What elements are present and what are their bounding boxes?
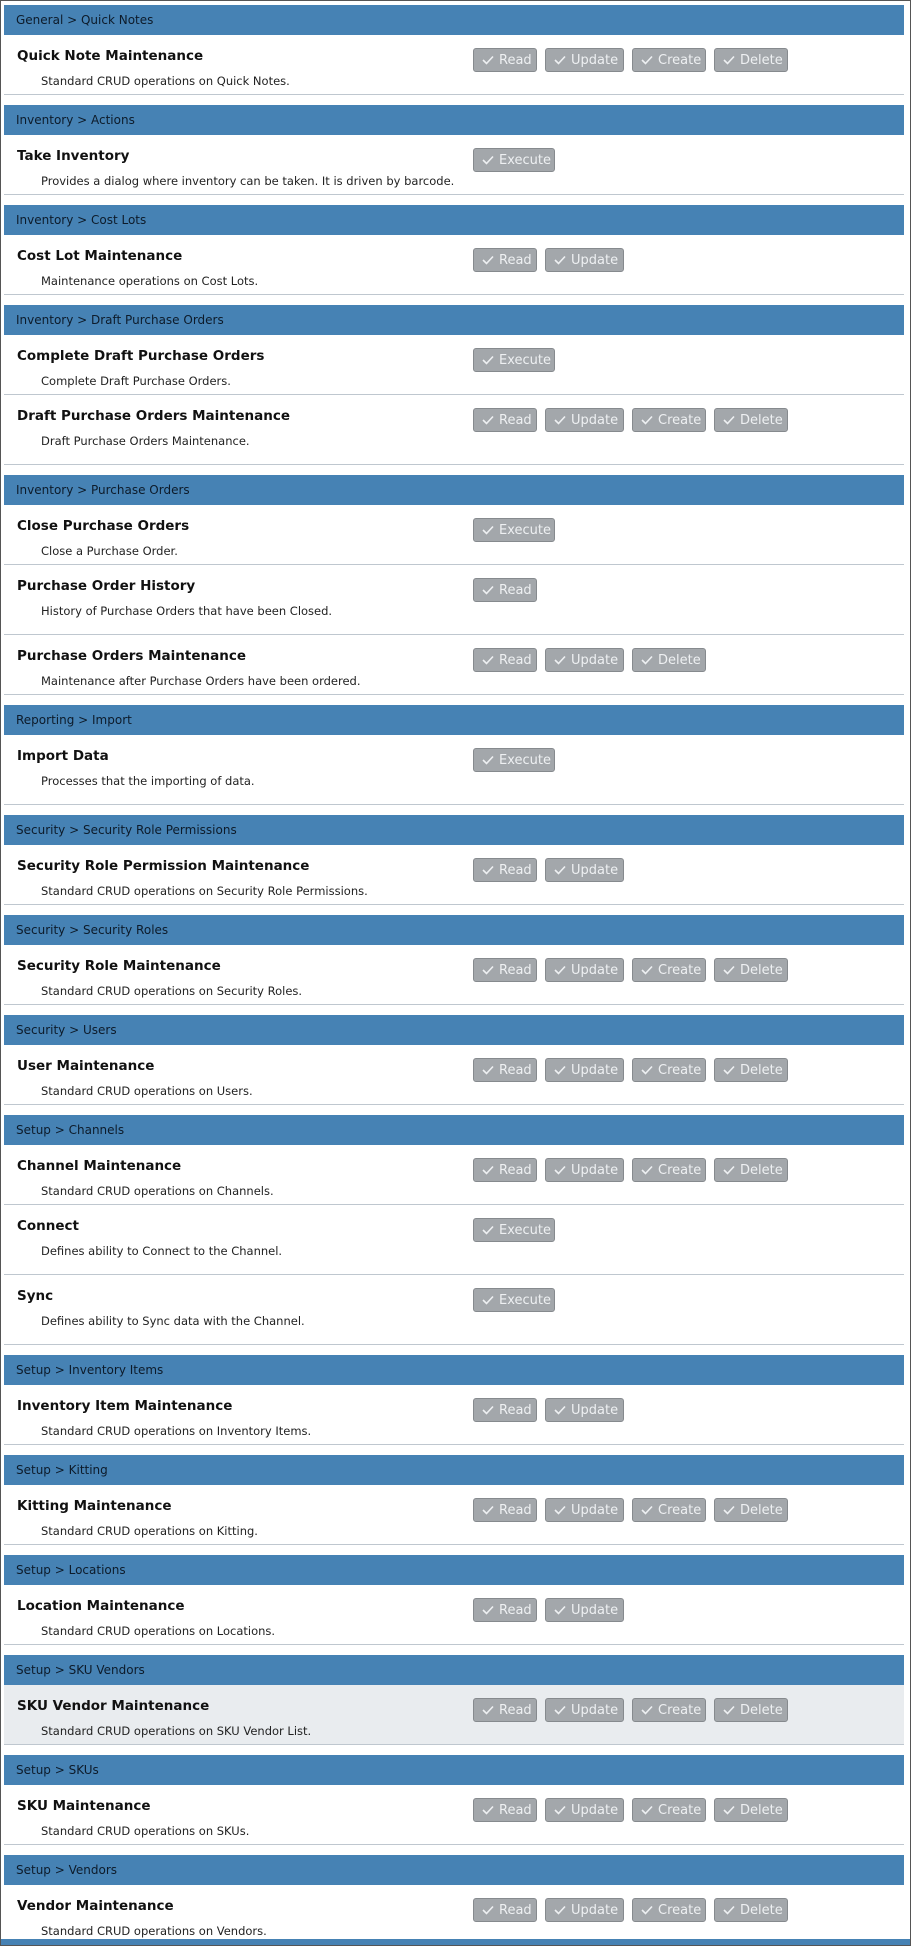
permission-row-purchase-orders-maintenance (4, 635, 904, 695)
check-icon (641, 1705, 653, 1715)
check-icon (723, 55, 735, 65)
permission-row-location-maintenance (4, 1585, 904, 1645)
update-button[interactable] (545, 1698, 624, 1722)
delete-button[interactable] (714, 1498, 788, 1522)
permission-title: User Maintenance (17, 1058, 155, 1074)
button-label: Delete (740, 52, 783, 68)
check-icon (482, 55, 494, 65)
check-icon (641, 1165, 653, 1175)
permission-description: Standard CRUD operations on Channels. (41, 1184, 274, 1198)
read-button[interactable] (473, 1498, 537, 1522)
delete-button[interactable] (714, 1698, 788, 1722)
permission-list (4, 5, 904, 1945)
update-button[interactable] (545, 1158, 624, 1182)
button-label: Create (658, 412, 702, 428)
permission-row-connect (4, 1205, 904, 1275)
button-label: Read (499, 1702, 532, 1718)
permission-row-kitting-maintenance (4, 1485, 904, 1545)
check-icon (641, 655, 653, 665)
permission-row-user-maintenance (4, 1045, 904, 1105)
button-label: Update (571, 1402, 619, 1418)
permission-row-inventory-item-maintenance (4, 1385, 904, 1445)
permission-row-complete-draft-purchase-orders (4, 335, 904, 395)
check-icon (723, 1165, 735, 1175)
button-label: Create (658, 1162, 702, 1178)
execute-button[interactable] (473, 1218, 555, 1242)
button-label: Read (499, 582, 532, 598)
button-label: Read (499, 52, 532, 68)
update-button[interactable] (545, 408, 624, 432)
button-label: Read (499, 962, 532, 978)
group-header-reporting-import: Reporting > Import (4, 705, 904, 735)
permission-row-close-purchase-orders (4, 505, 904, 565)
group-header-inventory-purchase-orders: Inventory > Purchase Orders (4, 475, 904, 505)
delete-button[interactable] (714, 958, 788, 982)
button-label: Create (658, 1702, 702, 1718)
check-icon (554, 1405, 566, 1415)
check-icon (554, 655, 566, 665)
group-header-setup-locations: Setup > Locations (4, 1555, 904, 1585)
button-label: Execute (499, 752, 551, 768)
group-header-setup-sku-vendors: Setup > SKU Vendors (4, 1655, 904, 1685)
update-button[interactable] (545, 1058, 624, 1082)
button-label: Delete (740, 1902, 783, 1918)
create-button[interactable] (632, 1498, 706, 1522)
permission-buttons (473, 408, 796, 432)
permission-row-purchase-order-history (4, 565, 904, 635)
permission-description: Provides a dialog where inventory can be taken. It is driven by barcode. (41, 174, 455, 188)
permission-title: Location Maintenance (17, 1598, 185, 1614)
button-label: Create (658, 1502, 702, 1518)
permission-description: Standard CRUD operations on Security Role Permissions. (41, 884, 368, 898)
create-button[interactable] (632, 1698, 706, 1722)
permission-buttons (473, 648, 714, 672)
bottom-strip (1, 1939, 910, 1945)
read-button[interactable] (473, 1698, 537, 1722)
check-icon (554, 415, 566, 425)
check-icon (723, 1905, 735, 1915)
permission-description: Defines ability to Sync data with the Channel. (41, 1314, 305, 1328)
check-icon (482, 965, 494, 975)
read-button[interactable] (473, 1158, 537, 1182)
permission-row-quick-note-maintenance (4, 35, 904, 95)
check-icon (641, 1065, 653, 1075)
button-label: Update (571, 1802, 619, 1818)
permission-title: Draft Purchase Orders Maintenance (17, 408, 291, 424)
read-button[interactable] (473, 1798, 537, 1822)
permission-description: Standard CRUD operations on Vendors. (41, 1924, 267, 1938)
permission-row-sku-maintenance (4, 1785, 904, 1845)
permission-title: Quick Note Maintenance (17, 48, 204, 64)
permission-buttons (473, 1218, 563, 1242)
button-label: Update (571, 1502, 619, 1518)
create-button[interactable] (632, 958, 706, 982)
button-label: Update (571, 1702, 619, 1718)
permission-buttons (473, 958, 796, 982)
button-label: Delete (740, 1802, 783, 1818)
group-header-security-users: Security > Users (4, 1015, 904, 1045)
permission-title: Connect (17, 1218, 80, 1234)
group-header-setup-inventory-items: Setup > Inventory Items (4, 1355, 904, 1385)
button-label: Read (499, 1602, 532, 1618)
check-icon (482, 1605, 494, 1615)
execute-button[interactable] (473, 518, 555, 542)
permission-title: Import Data (17, 748, 109, 764)
check-icon (554, 55, 566, 65)
read-button[interactable] (473, 858, 537, 882)
delete-button[interactable] (632, 648, 706, 672)
delete-button[interactable] (714, 1798, 788, 1822)
button-label: Delete (740, 962, 783, 978)
permission-title: Sync (17, 1288, 54, 1304)
button-label: Execute (499, 522, 551, 538)
read-button[interactable] (473, 1398, 537, 1422)
update-button[interactable] (545, 1598, 624, 1622)
button-label: Read (499, 1402, 532, 1418)
check-icon (482, 1225, 494, 1235)
button-label: Read (499, 1902, 532, 1918)
button-label: Delete (740, 1702, 783, 1718)
button-label: Update (571, 252, 619, 268)
check-icon (482, 1805, 494, 1815)
permission-description: Standard CRUD operations on Locations. (41, 1624, 276, 1638)
button-label: Create (658, 1062, 702, 1078)
execute-button[interactable] (473, 348, 555, 372)
update-button[interactable] (545, 1498, 624, 1522)
button-label: Read (499, 252, 532, 268)
update-button[interactable] (545, 858, 624, 882)
check-icon (641, 415, 653, 425)
check-icon (482, 155, 494, 165)
create-button[interactable] (632, 408, 706, 432)
group-header-inventory-draft-purchase-orders: Inventory > Draft Purchase Orders (4, 305, 904, 335)
check-icon (482, 415, 494, 425)
execute-button[interactable] (473, 1288, 555, 1312)
permission-row-channel-maintenance (4, 1145, 904, 1205)
permission-title: Kitting Maintenance (17, 1498, 172, 1514)
check-icon (482, 355, 494, 365)
permission-description: History of Purchase Orders that have been Closed. (41, 604, 333, 618)
delete-button[interactable] (714, 1058, 788, 1082)
button-label: Update (571, 652, 619, 668)
permission-buttons (473, 578, 545, 602)
permission-buttons (473, 1288, 563, 1312)
group-header-security-role-permissions: Security > Security Role Permissions (4, 815, 904, 845)
permission-row-import-data (4, 735, 904, 805)
permission-buttons (473, 348, 563, 372)
permission-buttons (473, 1058, 796, 1082)
permission-title: SKU Maintenance (17, 1798, 151, 1814)
execute-button[interactable] (473, 748, 555, 772)
button-label: Update (571, 412, 619, 428)
permission-title: Close Purchase Orders (17, 518, 190, 534)
group-header-setup-kitting: Setup > Kitting (4, 1455, 904, 1485)
button-label: Read (499, 862, 532, 878)
permission-description: Close a Purchase Order. (41, 544, 178, 558)
button-label: Update (571, 1162, 619, 1178)
check-icon (482, 1295, 494, 1305)
check-icon (482, 1165, 494, 1175)
delete-button[interactable] (714, 408, 788, 432)
permission-description: Standard CRUD operations on Quick Notes. (41, 74, 290, 88)
permission-row-take-inventory (4, 135, 904, 195)
permission-title: SKU Vendor Maintenance (17, 1698, 210, 1714)
button-label: Read (499, 1502, 532, 1518)
button-label: Read (499, 1802, 532, 1818)
permission-title: Inventory Item Maintenance (17, 1398, 233, 1414)
permission-title: Security Role Maintenance (17, 958, 221, 974)
button-label: Execute (499, 1222, 551, 1238)
button-label: Create (658, 1802, 702, 1818)
permission-description: Processes that the importing of data. (41, 774, 255, 788)
permission-description: Standard CRUD operations on Security Roles. (41, 984, 303, 998)
read-button[interactable] (473, 248, 537, 272)
check-icon (482, 585, 494, 595)
permission-title: Take Inventory (17, 148, 130, 164)
permission-buttons (473, 1798, 796, 1822)
permission-row-security-role-maintenance (4, 945, 904, 1005)
permission-row-security-role-permission-maintenance (4, 845, 904, 905)
check-icon (482, 755, 494, 765)
check-icon (723, 1065, 735, 1075)
check-icon (482, 1705, 494, 1715)
update-button[interactable] (545, 48, 624, 72)
permission-description: Standard CRUD operations on SKUs. (41, 1824, 250, 1838)
group-header-setup-skus: Setup > SKUs (4, 1755, 904, 1785)
permission-description: Complete Draft Purchase Orders. (41, 374, 231, 388)
execute-button[interactable] (473, 148, 555, 172)
create-button[interactable] (632, 1898, 706, 1922)
check-icon (554, 1905, 566, 1915)
permission-title: Vendor Maintenance (17, 1898, 174, 1914)
permission-row-cost-lot-maintenance (4, 235, 904, 295)
permission-buttons (473, 518, 563, 542)
check-icon (641, 1805, 653, 1815)
check-icon (482, 655, 494, 665)
permission-description: Draft Purchase Orders Maintenance. (41, 434, 250, 448)
permission-row-sync (4, 1275, 904, 1345)
permission-title: Purchase Orders Maintenance (17, 648, 247, 664)
read-button[interactable] (473, 1058, 537, 1082)
check-icon (554, 1065, 566, 1075)
check-icon (482, 1905, 494, 1915)
button-label: Execute (499, 1292, 551, 1308)
button-label: Delete (740, 1162, 783, 1178)
permission-buttons (473, 748, 563, 772)
permission-title: Cost Lot Maintenance (17, 248, 183, 264)
permission-buttons (473, 858, 632, 882)
button-label: Update (571, 962, 619, 978)
check-icon (554, 865, 566, 875)
read-button[interactable] (473, 648, 537, 672)
read-button[interactable] (473, 48, 537, 72)
group-header-general-quick-notes: General > Quick Notes (4, 5, 904, 35)
check-icon (482, 1505, 494, 1515)
check-icon (554, 1605, 566, 1615)
check-icon (482, 255, 494, 265)
update-button[interactable] (545, 1798, 624, 1822)
button-label: Update (571, 1602, 619, 1618)
check-icon (641, 55, 653, 65)
permission-description: Standard CRUD operations on SKU Vendor List. (41, 1724, 312, 1738)
check-icon (554, 965, 566, 975)
group-header-setup-channels: Setup > Channels (4, 1115, 904, 1145)
check-icon (723, 965, 735, 975)
button-label: Read (499, 652, 532, 668)
permission-row-sku-vendor-maintenance (4, 1685, 904, 1745)
create-button[interactable] (632, 48, 706, 72)
button-label: Update (571, 1062, 619, 1078)
check-icon (723, 1705, 735, 1715)
permission-buttons (473, 1158, 796, 1182)
update-button[interactable] (545, 248, 624, 272)
check-icon (482, 1065, 494, 1075)
permission-row-draft-purchase-orders-maintenance (4, 395, 904, 465)
delete-button[interactable] (714, 1158, 788, 1182)
group-header-inventory-cost-lots: Inventory > Cost Lots (4, 205, 904, 235)
update-button[interactable] (545, 648, 624, 672)
permission-description: Standard CRUD operations on Inventory Items. (41, 1424, 312, 1438)
permission-buttons (473, 1398, 632, 1422)
read-button[interactable] (473, 958, 537, 982)
permission-buttons (473, 48, 796, 72)
create-button[interactable] (632, 1798, 706, 1822)
create-button[interactable] (632, 1058, 706, 1082)
check-icon (723, 1805, 735, 1815)
permission-description: Maintenance after Purchase Orders have been ordered. (41, 674, 361, 688)
update-button[interactable] (545, 1898, 624, 1922)
read-button[interactable] (473, 578, 537, 602)
check-icon (723, 415, 735, 425)
permission-title: Purchase Order History (17, 578, 196, 594)
read-button[interactable] (473, 1598, 537, 1622)
check-icon (554, 1805, 566, 1815)
check-icon (723, 1505, 735, 1515)
check-icon (554, 1705, 566, 1715)
permission-description: Standard CRUD operations on Kitting. (41, 1524, 258, 1538)
permission-buttons (473, 1598, 632, 1622)
button-label: Execute (499, 352, 551, 368)
update-button[interactable] (545, 1398, 624, 1422)
group-header-inventory-actions: Inventory > Actions (4, 105, 904, 135)
button-label: Delete (740, 412, 783, 428)
button-label: Read (499, 1162, 532, 1178)
check-icon (482, 1405, 494, 1415)
button-label: Delete (740, 1502, 783, 1518)
permission-buttons (473, 1898, 796, 1922)
button-label: Create (658, 1902, 702, 1918)
check-icon (482, 865, 494, 875)
button-label: Update (571, 52, 619, 68)
check-icon (554, 1505, 566, 1515)
permission-description: Defines ability to Connect to the Channel. (41, 1244, 283, 1258)
permission-buttons (473, 148, 563, 172)
check-icon (554, 1165, 566, 1175)
check-icon (482, 525, 494, 535)
permission-title: Security Role Permission Maintenance (17, 858, 310, 874)
permission-title: Complete Draft Purchase Orders (17, 348, 265, 364)
button-label: Update (571, 862, 619, 878)
group-header-setup-vendors: Setup > Vendors (4, 1855, 904, 1885)
create-button[interactable] (632, 1158, 706, 1182)
permission-buttons (473, 1498, 796, 1522)
delete-button[interactable] (714, 48, 788, 72)
button-label: Read (499, 1062, 532, 1078)
permission-buttons (473, 1698, 796, 1722)
check-icon (554, 255, 566, 265)
button-label: Delete (740, 1062, 783, 1078)
check-icon (641, 965, 653, 975)
button-label: Update (571, 1902, 619, 1918)
button-label: Create (658, 962, 702, 978)
update-button[interactable] (545, 958, 624, 982)
button-label: Read (499, 412, 532, 428)
check-icon (641, 1905, 653, 1915)
permission-row-vendor-maintenance (4, 1885, 904, 1945)
read-button[interactable] (473, 408, 537, 432)
button-label: Create (658, 52, 702, 68)
group-header-security-roles: Security > Security Roles (4, 915, 904, 945)
button-label: Execute (499, 152, 551, 168)
permission-title: Channel Maintenance (17, 1158, 182, 1174)
button-label: Delete (658, 652, 701, 668)
check-icon (641, 1505, 653, 1515)
delete-button[interactable] (714, 1898, 788, 1922)
permission-description: Standard CRUD operations on Users. (41, 1084, 253, 1098)
permission-description: Maintenance operations on Cost Lots. (41, 274, 259, 288)
read-button[interactable] (473, 1898, 537, 1922)
permission-buttons (473, 248, 632, 272)
